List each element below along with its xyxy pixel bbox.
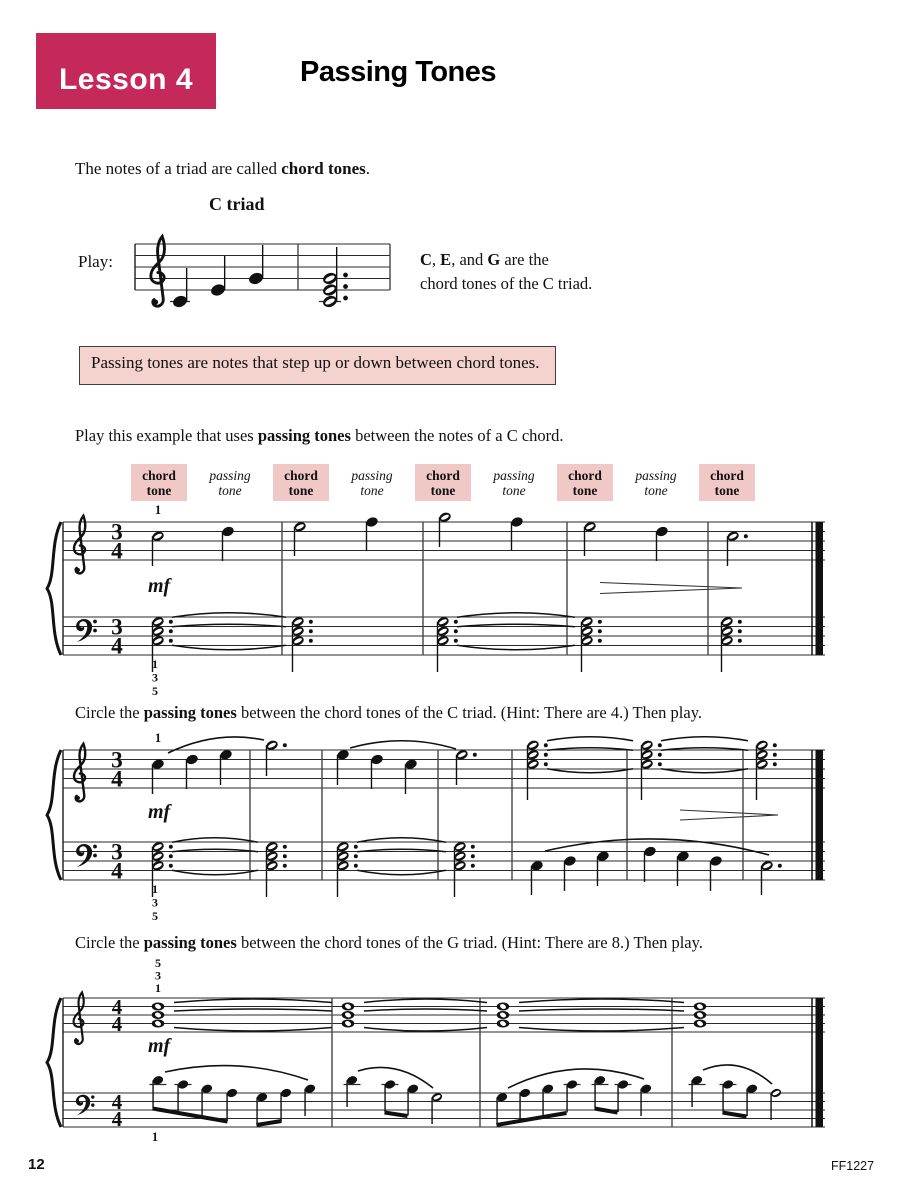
time-signature-digit: 3 [111,839,123,866]
finger-number: 5 [152,684,158,698]
finger-number: 1 [155,981,161,995]
lesson-banner-label: Lesson 4 [58,63,194,96]
finger-number: 5 [155,956,161,970]
finger-number: 5 [152,909,158,923]
chord-tones-note-line1: C, E, and G are the [420,250,549,269]
system-3-circle-g-triad [47,956,825,1144]
system-2-circle-c-triad [47,731,825,923]
finger-number: 1 [154,503,162,517]
tone-label-passing-6: passing tone [493,467,535,498]
treble-clef-icon [74,744,85,802]
bass-clef-icon [76,844,97,867]
time-signature-digit: 3 [111,614,123,641]
treble-clef-icon [151,236,165,306]
time-signature-digit: 4 [111,994,123,1019]
treble-clef-icon [74,992,84,1044]
time-signature-digit: 3 [111,519,123,546]
tone-label-chord-7: chord tone [557,464,613,501]
time-signature-digit: 4 [111,538,123,565]
intro-text: The notes of a triad are called chord tones. [75,159,371,178]
finger-number: 1 [152,882,158,896]
tone-label-passing-4: passing tone [351,467,393,498]
finger-number: 1 [154,731,162,745]
time-signature-digit: 4 [111,633,123,660]
finger-number: 1 [152,657,158,671]
time-signature-digit: 3 [111,747,123,774]
time-signature-digit: 4 [111,766,123,793]
time-signature-digit: 4 [111,1089,123,1114]
tone-label-chord-5: chord tone [415,464,471,501]
circle-c-triad-instruction: Circle the passing tones between the chord tones of the C triad. (Hint: There are 4.) Then play. [75,703,703,722]
c-triad-caption: C triad [209,194,265,214]
finger-number: 3 [152,895,158,910]
finger-number: 3 [155,968,161,983]
dynamic-marking: mf [148,1035,171,1057]
play-example-instruction: Play this example that uses passing tones between the notes of a C chord. [75,426,564,445]
page-title: Passing Tones [300,56,497,88]
dynamic-marking: mf [148,801,171,823]
tone-label-chord-1: chord tone [131,464,187,501]
page-number: 12 [28,1156,45,1173]
finger-number: 3 [152,670,158,685]
catalog-number: FF1227 [831,1159,875,1173]
system-1-c-passing-example [47,503,825,698]
triad-play-example [135,236,390,309]
tone-label-chord-9: chord tone [699,464,755,501]
bass-clef-icon [76,619,97,642]
tone-label-passing-2: passing tone [209,467,251,498]
play-label: Play: [78,252,113,271]
time-signature-digit: 4 [111,1106,123,1131]
dynamic-marking: mf [148,575,171,597]
time-signature-digit: 4 [111,1011,123,1036]
tone-label-passing-8: passing tone [635,467,677,498]
time-signature-digit: 4 [111,858,123,885]
chord-tones-note-line2: chord tones of the C triad. [420,274,593,293]
finger-number: 1 [151,1130,159,1144]
circle-g-triad-instruction: Circle the passing tones between the chord tones of the G triad. (Hint: There are 8.) Then play. [75,933,703,952]
passing-tones-definition-box: Passing tones are notes that step up or down between chord tones. [79,346,556,385]
bass-clef-icon [76,1095,95,1115]
tone-label-chord-3: chord tone [273,464,329,501]
treble-clef-icon [74,516,85,574]
